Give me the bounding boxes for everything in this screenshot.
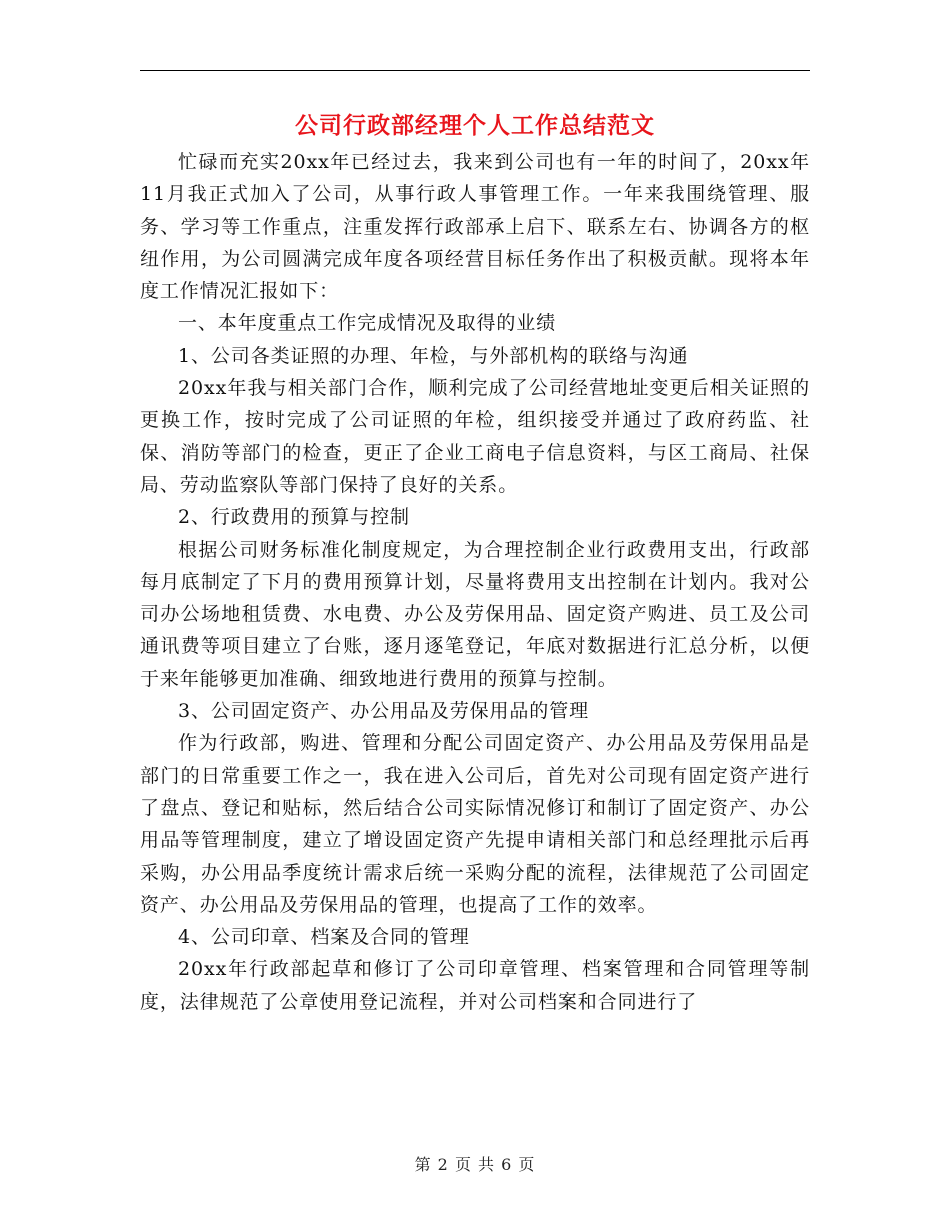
paragraph-licenses: 20xx年我与相关部门合作，顺利完成了公司经营地址变更后相关证照的更换工作，按时完成了公司证照的年检，组织接受并通过了政府药监、社保、消防等部门的检查，更正了企业工商电子信息资料，与区工商局、社保局、劳动监察队等部门保持了良好的关系。 [140,377,810,496]
subsection-heading-4: 4、公司印章、档案及合同的管理 [178,926,470,949]
subsection-heading-1: 1、公司各类证照的办理、年检，与外部机构的联络与沟通 [178,344,689,367]
subsection-heading-3: 3、公司固定资产、办公用品及劳保用品的管理 [178,700,589,723]
document-body [140,146,810,1018]
paragraph-budget: 根据公司财务标准化制度规定，为合理控制企业行政费用支出，行政部每月底制定了下月的费用预算计划，尽量将费用支出控制在计划内。我对公司办公场地租赁费、水电费、办公及劳保用品、固定资产购进、员工及公司通讯费等项目建立了台账，逐月逐笔登记，年底对数据进行汇总分析，以便于来年能够更加准确、细致地进行费用的预算与控制。 [140,538,810,690]
subsection-heading-2: 2、行政费用的预算与控制 [178,506,410,529]
page-number: 第 2 页 共 6 页 [414,1155,536,1174]
paragraph-seals: 20xx年行政部起草和修订了公司印章管理、档案管理和合同管理等制度，法律规范了公章使用登记流程，并对公司档案和合同进行了 [140,958,810,1013]
intro-paragraph: 忙碌而充实20xx年已经过去，我来到公司也有一年的时间了，20xx年11月我正式加入了公司，从事行政人事管理工作。一年来我围绕管理、服务、学习等工作重点，注重发挥行政部承上启下、联系左右、协调各方的枢纽作用，为公司圆满完成年度各项经营目标任务作出了积极贡献。现将本年度工作情况汇报如下： [140,151,810,303]
header-rule [140,70,810,71]
document-title: 公司行政部经理个人工作总结范文 [295,112,655,139]
section-heading-1: 一、本年度重点工作完成情况及取得的业绩 [178,312,557,335]
paragraph-assets: 作为行政部，购进、管理和分配公司固定资产、办公用品及劳保用品是部门的日常重要工作之一，我在进入公司后，首先对公司现有固定资产进行了盘点、登记和贴标，然后结合公司实际情况修订和制订了固定资产、办公用品等管理制度，建立了增设固定资产先提申请相关部门和总经理批示后再采购，办公用品季度统计需求后统一采购分配的流程，法律规范了公司固定资产、办公用品及劳保用品的管理，也提高了工作的效率。 [140,732,810,916]
